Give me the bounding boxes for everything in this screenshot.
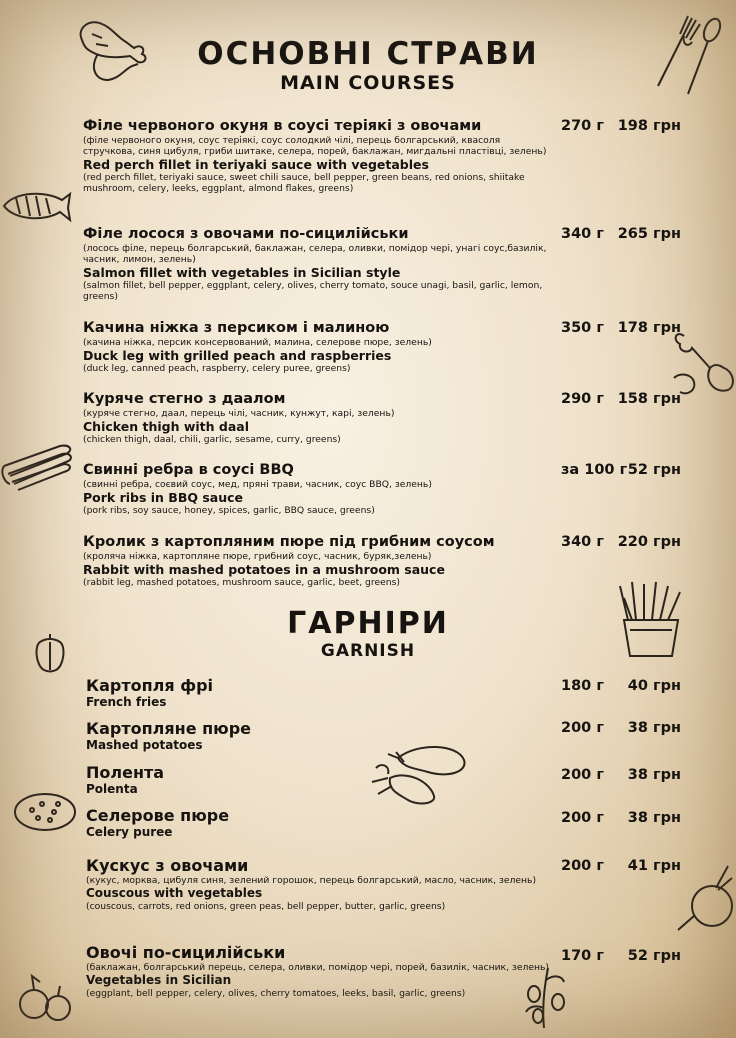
- dish-name-uk: Філе червоного окуня в соусі теріякі з овочами: [83, 118, 482, 134]
- dish-name-uk: Овочі по-сицилійськи: [86, 943, 286, 962]
- dish-name-uk: Кролик з картопляним пюре під грибним соусом: [83, 534, 495, 550]
- dish-weight: 200 г: [561, 720, 604, 736]
- dish-ingredients-en: (salmon fillet, bell pepper, eggplant, celery, olives, cherry tomato, souce unagi, basil, garlic, lemon, greens): [83, 280, 543, 302]
- dish-price: 38 грн: [627, 720, 681, 736]
- dish-price: 38 грн: [627, 767, 681, 783]
- dish-price: 178 грн: [617, 320, 681, 336]
- menu-item-duck-leg: [83, 320, 553, 374]
- dish-name-uk: Селерове пюре: [86, 806, 230, 825]
- section-title-garnish-uk: ГАРНІРИ: [287, 606, 449, 641]
- fish-icon: [0, 186, 72, 226]
- dish-ingredients-en: (couscous, carrots, red onions, green peas, bell pepper, butter, garlic, greens): [86, 901, 446, 912]
- dish-ingredients-en: (rabbit leg, mashed potatoes, mushroom sauce, garlic, beet, greens): [83, 577, 400, 588]
- menu-item-pork-ribs: [83, 462, 553, 516]
- dish-weight: 340 г: [561, 226, 604, 242]
- menu-item-rabbit: [83, 534, 553, 588]
- dish-name-uk: Кускус з овочами: [86, 856, 249, 875]
- dish-name-en: French fries: [86, 695, 167, 709]
- dish-name-en: Chicken thigh with daal: [83, 419, 249, 434]
- dish-weight: 200 г: [561, 810, 604, 826]
- dish-price: 52 грн: [627, 462, 681, 478]
- dish-ingredients-en: (red perch fillet, teriyaki sauce, sweet chili sauce, bell pepper, green beans, red onions, shiitake mushroom, celery, leeks, eggplant, almond flakes, greens): [83, 172, 525, 194]
- dish-ingredients-uk: (баклажан, болгарський перець, селера, оливки, помідор чері, порей, базилік, часник, зелень): [86, 962, 550, 973]
- dish-ingredients-uk: (лосось філе, перець болгарський, баклажан, селера, оливки, помідор чері, унагі соус,базилік, часник, лимон, зелень): [83, 243, 547, 265]
- dish-price: 38 грн: [627, 810, 681, 826]
- dish-ingredients-uk: (качина ніжка, персик консервований, малина, селерове пюре, зелень): [83, 337, 432, 348]
- section-title-garnish-en: GARNISH: [320, 641, 416, 661]
- fork-spoon-icon: [648, 14, 724, 100]
- dish-price: 158 грн: [617, 391, 681, 407]
- olive-branch-icon: [518, 964, 580, 1032]
- dish-name-uk: Куряче стегно з даалом: [83, 391, 286, 407]
- dish-name-uk: Полента: [86, 763, 165, 782]
- dish-name-uk: Картопля фрі: [86, 676, 214, 695]
- dish-name-en: Red perch fillet in teriyaki sauce with vegetables: [83, 157, 429, 172]
- dish-name-en: Salmon fillet with vegetables in Sicilian style: [83, 265, 401, 280]
- dish-ingredients-uk: (куряче стегно, даал, перець чілі, часник, кунжут, карі, зелень): [83, 408, 395, 419]
- drumstick-icon: [670, 328, 736, 400]
- dish-weight: 200 г: [561, 858, 604, 874]
- beet-icon: [672, 860, 734, 936]
- dish-weight: 340 г: [561, 534, 604, 550]
- dish-ingredients-uk: (філе червоного окуня, соус теріякі, соус солодкий чілі, перець болгарський, квасоля стручкова, синя цибуля, гриби шитаке, селера, порей, баклажан, мигдальні пластівці, зелень): [83, 135, 547, 157]
- menu-item-french-fries: [86, 676, 556, 710]
- dish-name-uk: Картопляне пюре: [86, 719, 252, 738]
- section-title-main-courses-en: MAIN COURSES: [280, 72, 456, 94]
- dish-name-uk: Філе лосося з овочами по-сицилійськи: [83, 226, 409, 242]
- menu-item-chicken-thigh: [83, 391, 553, 445]
- tomato-icon: [14, 966, 76, 1026]
- menu-item-red-perch: [83, 118, 553, 194]
- dish-name-en: Rabbit with mashed potatoes in a mushroom sauce: [83, 562, 445, 577]
- dish-name-en: Celery puree: [86, 825, 173, 839]
- dish-price: 220 грн: [617, 534, 681, 550]
- dish-price: 198 грн: [617, 118, 681, 134]
- pepper-icon: [32, 630, 68, 674]
- dish-name-en: Polenta: [86, 782, 138, 796]
- fries-icon: [610, 578, 690, 660]
- dish-ingredients-en: (eggplant, bell pepper, celery, olives, cherry tomatoes, leeks, basil, garlic, greens): [86, 988, 466, 999]
- chicken-leg-icon: [72, 14, 156, 86]
- dish-weight: 350 г: [561, 320, 604, 336]
- dish-ingredients-uk: (кроляча ніжка, картопляне пюре, грибний соус, часник, буряк,зелень): [83, 551, 432, 562]
- dish-ingredients-uk: (кукус, морква, цибуля синя, зелений горошок, перець болгарський, масло, часник, зелень): [86, 875, 537, 886]
- dish-name-en: Couscous with vegetables: [86, 886, 263, 900]
- bread-icon: [12, 790, 78, 834]
- menu-item-mashed-potatoes: [86, 719, 556, 753]
- ribs-icon: [0, 438, 78, 494]
- dish-price: 41 грн: [627, 858, 681, 874]
- dish-weight: 290 г: [561, 391, 604, 407]
- dish-weight: 170 г: [561, 948, 604, 964]
- menu-item-couscous: [86, 856, 556, 912]
- dish-ingredients-en: (chicken thigh, daal, chili, garlic, sesame, curry, greens): [83, 434, 341, 445]
- menu-item-salmon: [83, 226, 553, 302]
- dish-price: 40 грн: [627, 678, 681, 694]
- dish-name-en: Vegetables in Sicilian: [86, 973, 232, 987]
- dish-name-uk: Свинні ребра в соусі BBQ: [83, 462, 294, 478]
- dish-weight: за 100 г: [561, 462, 628, 478]
- dish-ingredients-en: (pork ribs, soy sauce, honey, spices, garlic, BBQ sauce, greens): [83, 505, 375, 516]
- dish-name-en: Pork ribs in BBQ sauce: [83, 490, 243, 505]
- dish-weight: 200 г: [561, 767, 604, 783]
- menu-item-polenta: [86, 763, 556, 797]
- dish-name-en: Mashed potatoes: [86, 738, 203, 752]
- dish-name-uk: Качина ніжка з персиком і малиною: [83, 320, 390, 336]
- dish-weight: 270 г: [561, 118, 604, 134]
- dish-price: 52 грн: [627, 948, 681, 964]
- section-title-main-courses-uk: ОСНОВНІ СТРАВИ: [197, 36, 539, 72]
- eggplant-icon: [368, 738, 472, 808]
- menu-item-celery-puree: [86, 806, 556, 840]
- menu-item-sicilian-vegetables: [86, 943, 556, 999]
- dish-weight: 180 г: [561, 678, 604, 694]
- dish-ingredients-uk: (свинні ребра, соєвий соус, мед, пряні трави, часник, соус BBQ, зелень): [83, 479, 432, 490]
- dish-ingredients-en: (duck leg, canned peach, raspberry, celery puree, greens): [83, 363, 351, 374]
- dish-name-en: Duck leg with grilled peach and raspberries: [83, 348, 392, 363]
- dish-price: 265 грн: [617, 226, 681, 242]
